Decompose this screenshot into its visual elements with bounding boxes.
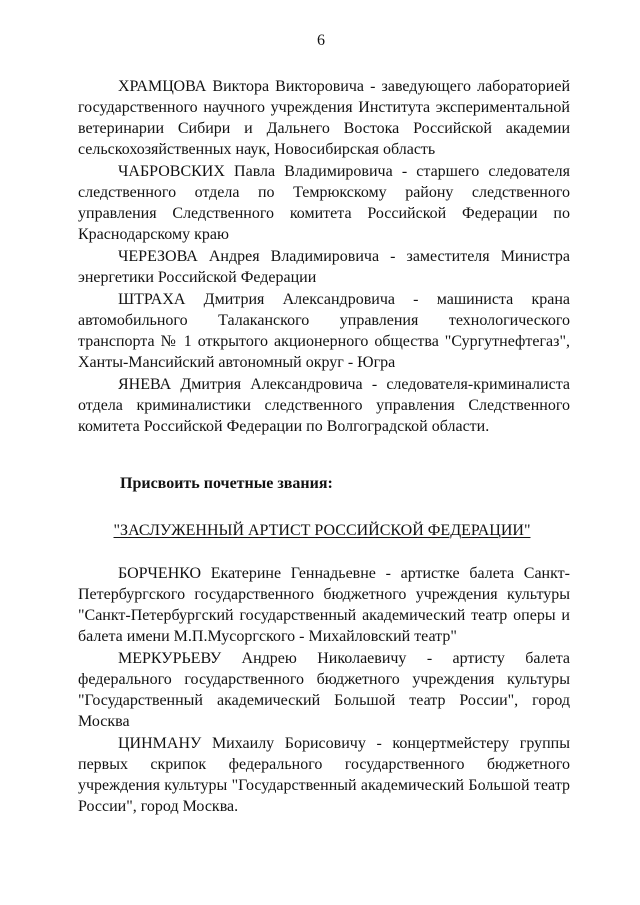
honorary-title-heading: "ЗАСЛУЖЕННЫЙ АРТИСТ РОССИЙСКОЙ ФЕДЕРАЦИИ": [113, 522, 531, 539]
title-entry-borchenko: БОРЧЕНКО Екатерине Геннадьевне - артистке балета Санкт-Петербургского государственного бюджетного учреждения культуры "Санкт-Петербургский государственный академический театр оперы и балета имени М.П.Мусоргского - Михайловский театр": [78, 565, 570, 645]
award-entry-khramtsov: ХРАМЦОВА Виктора Викторовича - заведующего лабораторией государственного научного учреждения Института экспериментальной ветеринарии Сибири и Дальнего Востока Российской академии сельскохозяйственных наук, Новосибирская область: [78, 78, 570, 158]
page-number: 6: [317, 32, 325, 49]
section-gap: [78, 494, 570, 520]
award-entry-yanev: ЯНЕВА Дмитрия Александровича - следователя-криминалиста отдела криминалистики следственного управления Следственного комитета Российской Федерации по Волгоградской области.: [78, 376, 570, 435]
section-gap: [78, 541, 570, 563]
title-entry-tsinman: ЦИНМАНУ Михаилу Борисовичу - концертмейстеру группы первых скрипок федерального государственного бюджетного учреждения культуры "Государственный академический Большой театр России", город Москва.: [78, 735, 570, 815]
award-entry-cherezov: ЧЕРЕЗОВА Андрея Владимировича - заместителя Министра энергетики Российской Федерации: [78, 248, 570, 286]
section-gap: [78, 437, 570, 473]
award-entry-chabrovskikh: ЧАБРОВСКИХ Павла Владимировича - старшего следователя следственного отдела по Темрюкскому району следственного управления Следственного комитета Российской Федерации по Краснодарскому краю: [78, 163, 570, 243]
assign-titles-heading: Присвоить почетные звания:: [120, 475, 333, 492]
award-entry-shtrakh: ШТРАХА Дмитрия Александровича - машиниста крана автомобильного Талаканского управления технологического транспорта № 1 открытого акционерного общества "Сургутнефтегаз", Ханты-Мансийский автономный округ - Югра: [78, 291, 570, 371]
document-page: [78, 30, 570, 817]
title-entry-merkuryev: МЕРКУРЬЕВУ Андрею Николаевичу - артисту балета федерального государственного бюджетного учреждения культуры "Государственный академический Большой театр России", город Москва: [78, 650, 570, 730]
